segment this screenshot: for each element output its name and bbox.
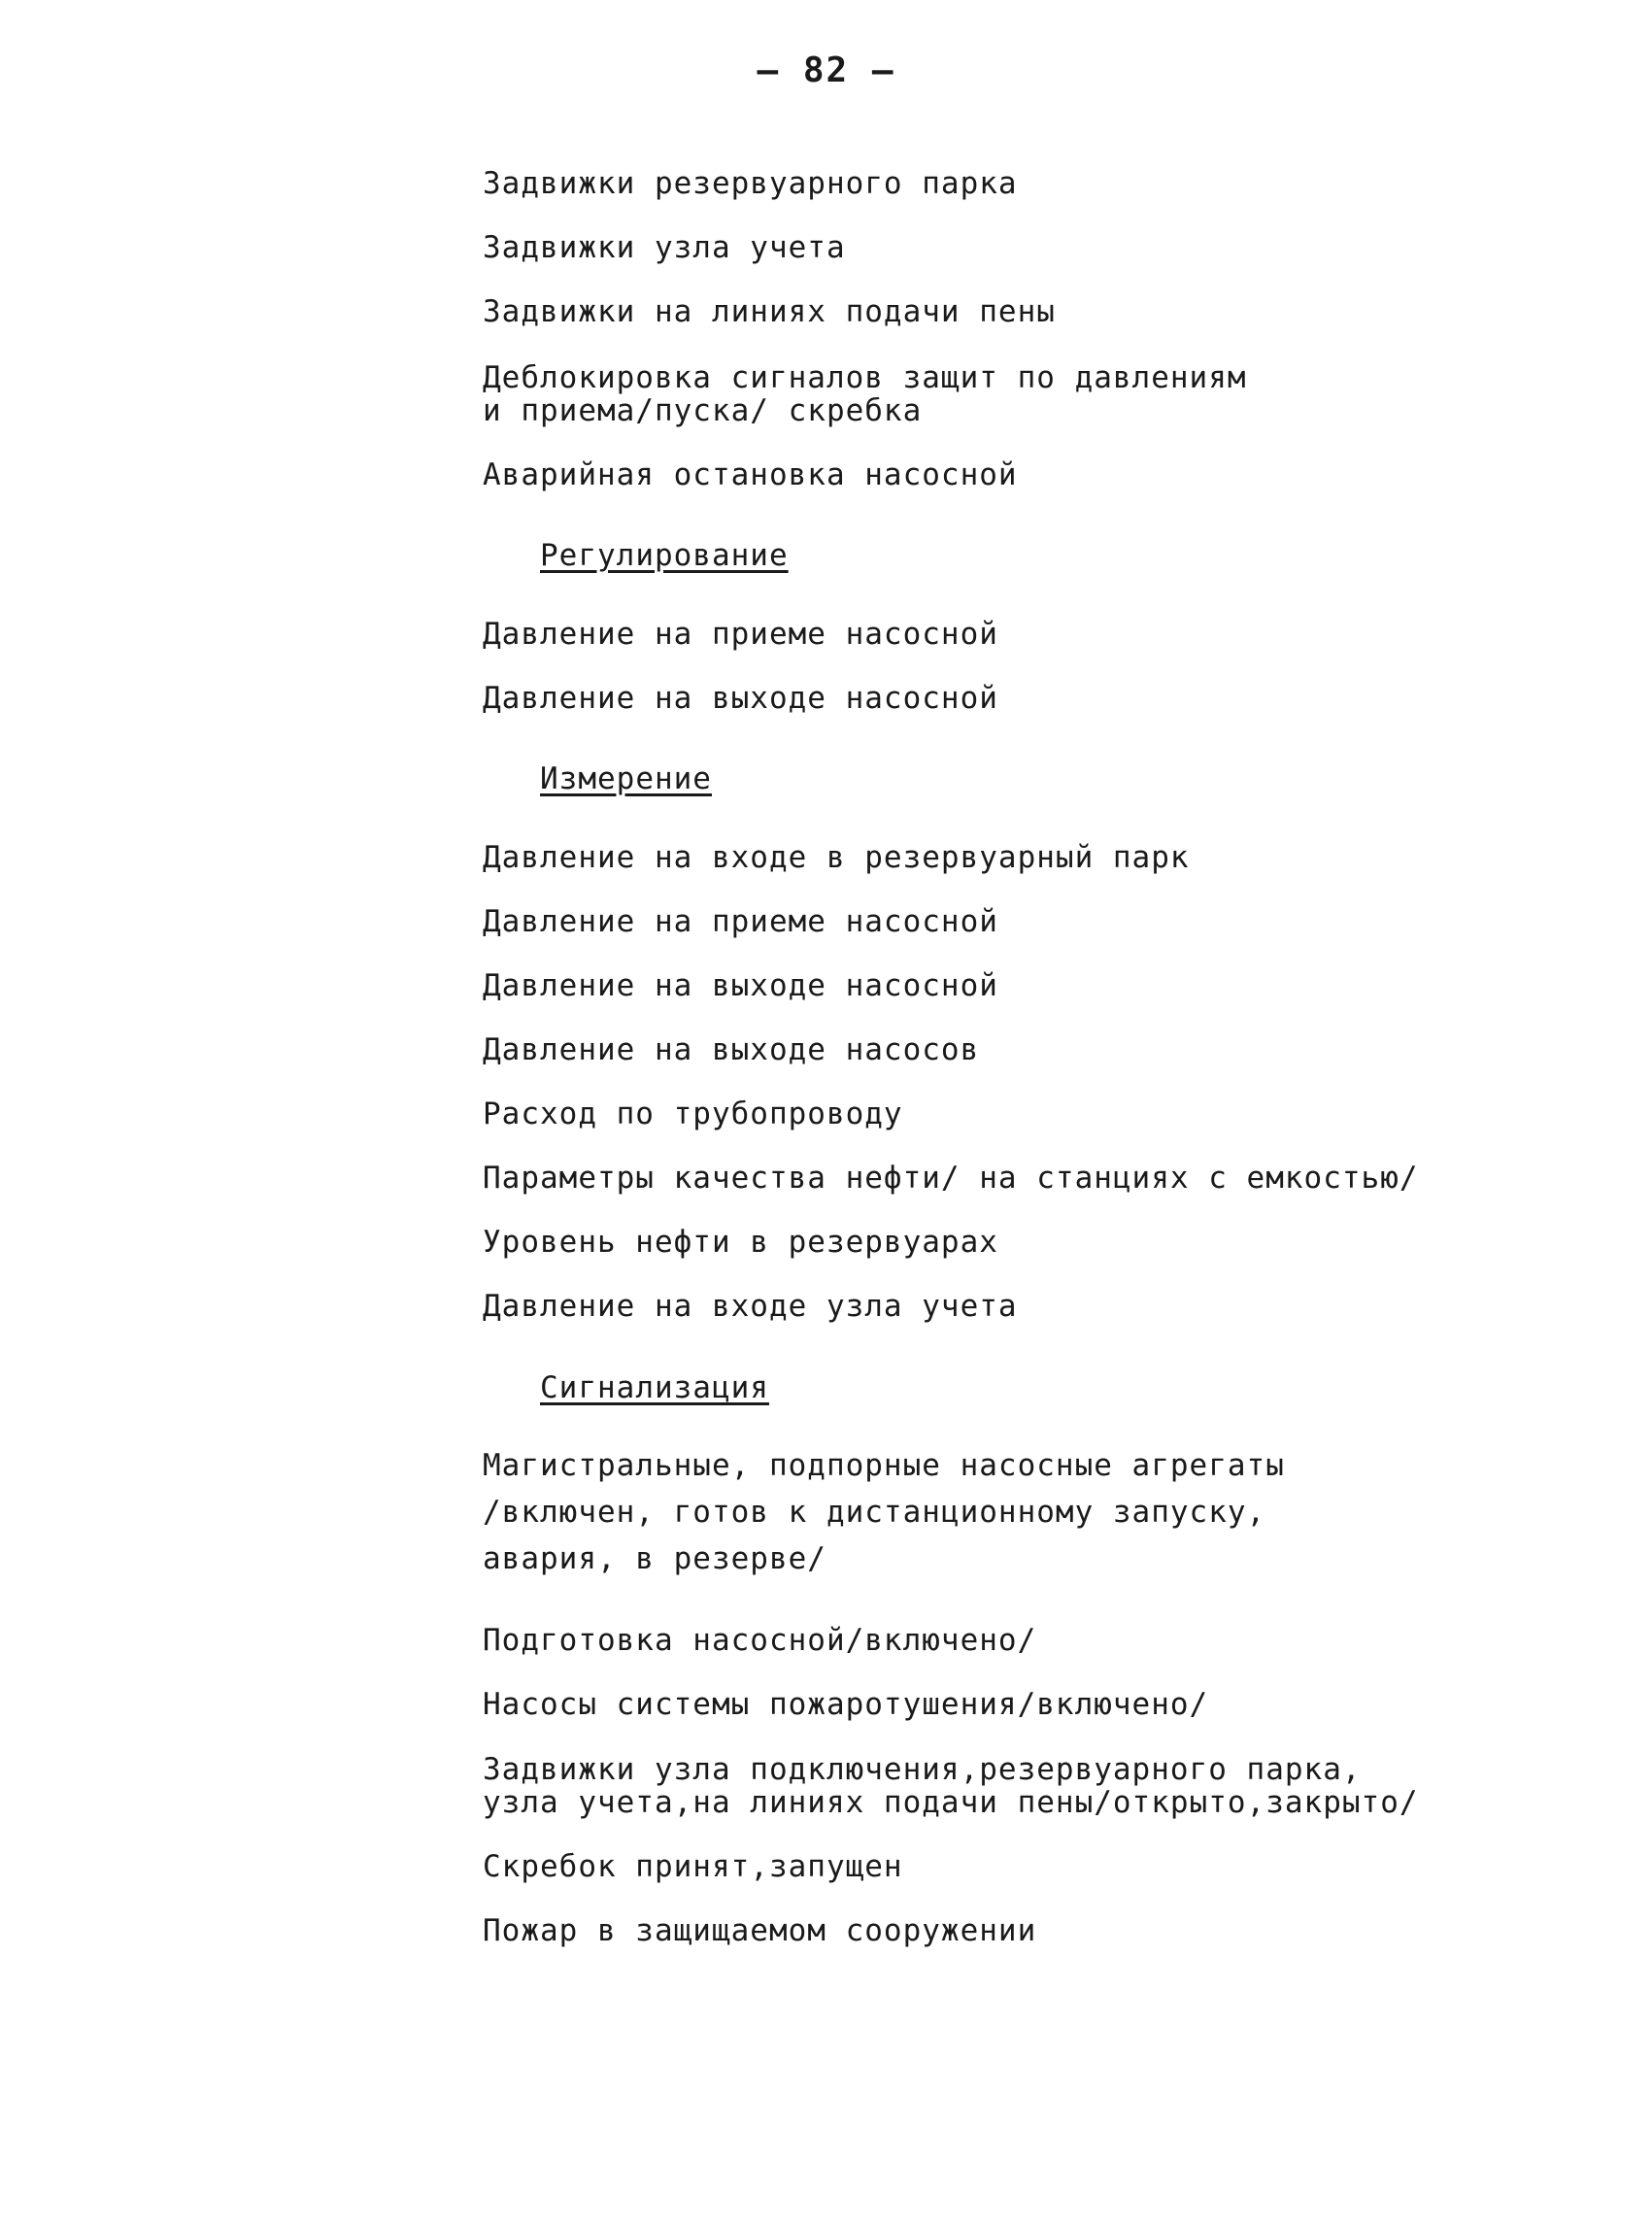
- list-item: Аварийная остановка насосной: [483, 457, 1018, 492]
- list-item: Скребок принят,запущен: [483, 1849, 903, 1884]
- list-item: Насосы системы пожаротушения/включено/: [483, 1687, 1209, 1722]
- list-item-line: узла учета,на линиях подачи пены/открыто,закрыто/: [483, 1785, 1419, 1820]
- list-item: Давление на входе узла учета: [483, 1289, 1018, 1324]
- list-item-line: /включен, готов к дистанционному запуску,: [483, 1495, 1266, 1530]
- list-item-line: и приема/пуска/ скребка: [483, 393, 923, 428]
- list-item: Расход по трубопроводу: [483, 1096, 903, 1131]
- list-item: Задвижки на линиях подачи пены: [483, 294, 1056, 329]
- list-item: Параметры качества нефти/ на станциях с емкостью/: [483, 1161, 1419, 1196]
- list-item: Давление на выходе насосов: [483, 1032, 980, 1067]
- list-item: Давление на приеме насосной: [483, 617, 998, 652]
- page-number: – 82 –: [757, 51, 895, 90]
- list-item-line: Задвижки узла подключения,резервуарного парка,: [483, 1752, 1362, 1787]
- list-item: Давление на выходе насосной: [483, 968, 998, 1003]
- section-heading-regulation: Регулирование: [540, 538, 789, 573]
- list-item-line: Магистральные, подпорные насосные агрегаты: [483, 1448, 1285, 1483]
- list-item-line: авария, в резерве/: [483, 1541, 826, 1576]
- section-heading-signaling: Сигнализация: [540, 1370, 769, 1405]
- list-item-line: Деблокировка сигналов защит по давлениям: [483, 360, 1247, 395]
- list-item: Давление на входе в резервуарный парк: [483, 840, 1190, 875]
- list-item: Задвижки резервуарного парка: [483, 166, 1018, 201]
- list-item: Подготовка насосной/включено/: [483, 1623, 1037, 1658]
- list-item: Давление на выходе насосной: [483, 681, 998, 716]
- list-item: Давление на приеме насосной: [483, 904, 998, 939]
- list-item: Уровень нефти в резервуарах: [483, 1225, 998, 1260]
- list-item-multiline: [483, 1753, 1532, 1819]
- list-item-multiline: [483, 361, 1532, 427]
- list-item: Пожар в защищаемом сооружении: [483, 1913, 1037, 1948]
- list-item-multiline: [483, 1449, 1532, 1575]
- section-heading-measurement: Измерение: [540, 761, 712, 796]
- list-item: Задвижки узла учета: [483, 230, 846, 265]
